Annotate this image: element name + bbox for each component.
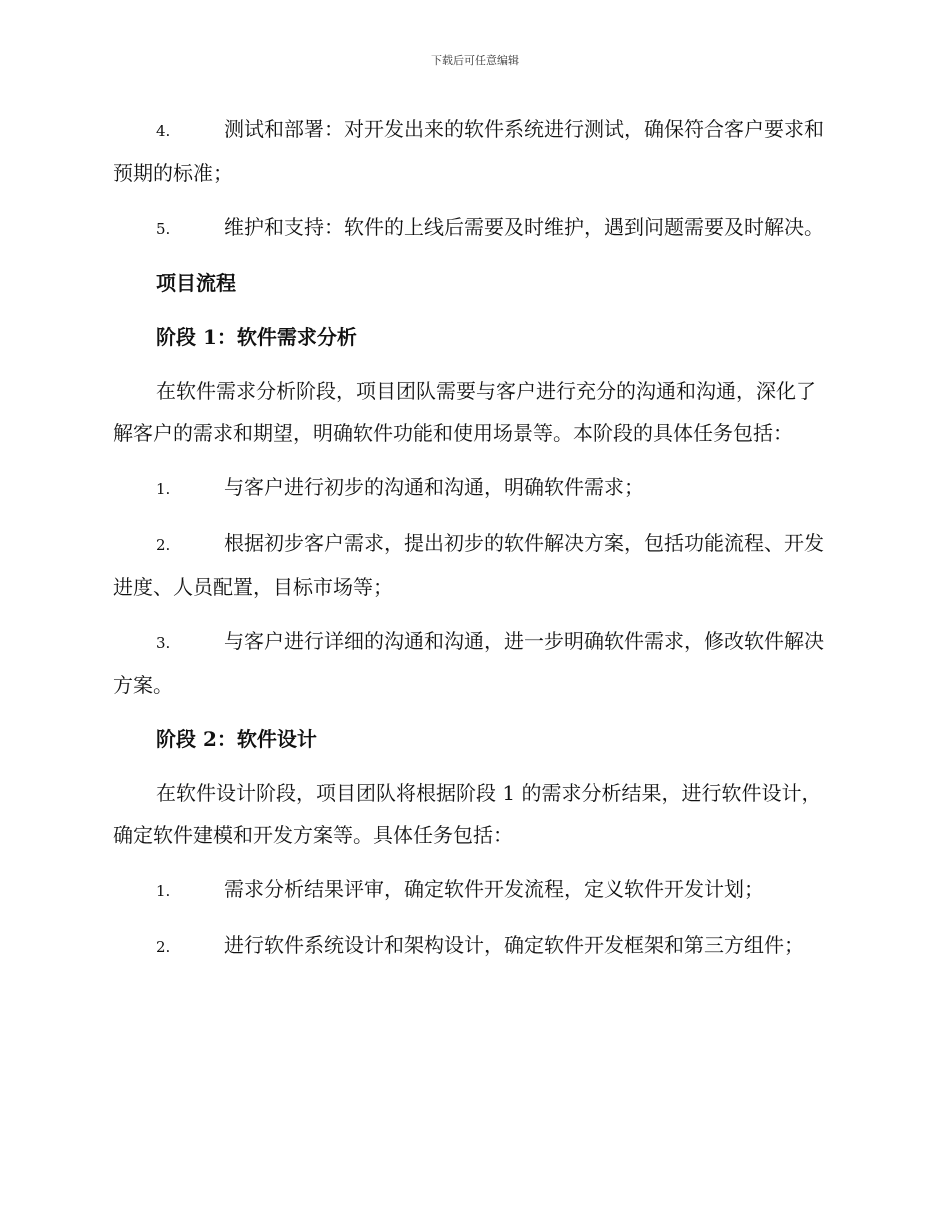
- document-body: [113, 108, 833, 980]
- section-heading-stage-1: 阶段 1：软件需求分析: [156, 325, 357, 349]
- paragraph-stage-1: 在软件需求分析阶段，项目团队需要与客户进行充分的沟通和沟通，深化了解客户的需求和期望，明确软件功能和使用场景等。本阶段的具体任务包括：: [113, 379, 816, 445]
- list-text: 需求分析结果评审，确定软件开发流程，定义软件开发计划；: [224, 877, 764, 901]
- list-text: 进行软件系统设计和架构设计，确定软件开发框架和第三方组件；: [224, 933, 804, 957]
- page-header: 下载后可任意编辑: [431, 54, 519, 67]
- list-number: 2.: [156, 536, 171, 554]
- list-number: 5.: [156, 220, 171, 238]
- list-text: 测试和部署：对开发出来的软件系统进行测试，确保符合客户要求和预期的标准；: [113, 117, 824, 185]
- list-item: [113, 620, 833, 706]
- section-heading-project-flow: 项目流程: [156, 271, 236, 295]
- paragraph-stage-2: 在软件设计阶段，项目团队将根据阶段 1 的需求分析结果，进行软件设计，确定软件建模和开发方案等。具体任务包括：: [113, 781, 822, 847]
- list-text: 与客户进行详细的沟通和沟通，进一步明确软件需求，修改软件解决方案。: [113, 629, 824, 697]
- list-item: [113, 108, 833, 194]
- list-number: 1.: [156, 882, 171, 900]
- list-item: [113, 868, 833, 912]
- list-text: 维护和支持：软件的上线后需要及时维护，遇到问题需要及时解决。: [224, 215, 824, 239]
- list-text: 与客户进行初步的沟通和沟通，明确软件需求；: [224, 475, 644, 499]
- list-item: [113, 522, 833, 608]
- list-number: 2.: [156, 938, 171, 956]
- section-heading-stage-2: 阶段 2：软件设计: [156, 727, 317, 751]
- list-number: 4.: [156, 122, 171, 140]
- list-item: [113, 206, 833, 250]
- list-number: 3.: [156, 634, 171, 652]
- list-item: [113, 924, 833, 968]
- list-number: 1.: [156, 480, 171, 498]
- list-item: [113, 466, 833, 510]
- list-text: 根据初步客户需求，提出初步的软件解决方案，包括功能流程、开发进度、人员配置，目标市场等；: [113, 531, 824, 599]
